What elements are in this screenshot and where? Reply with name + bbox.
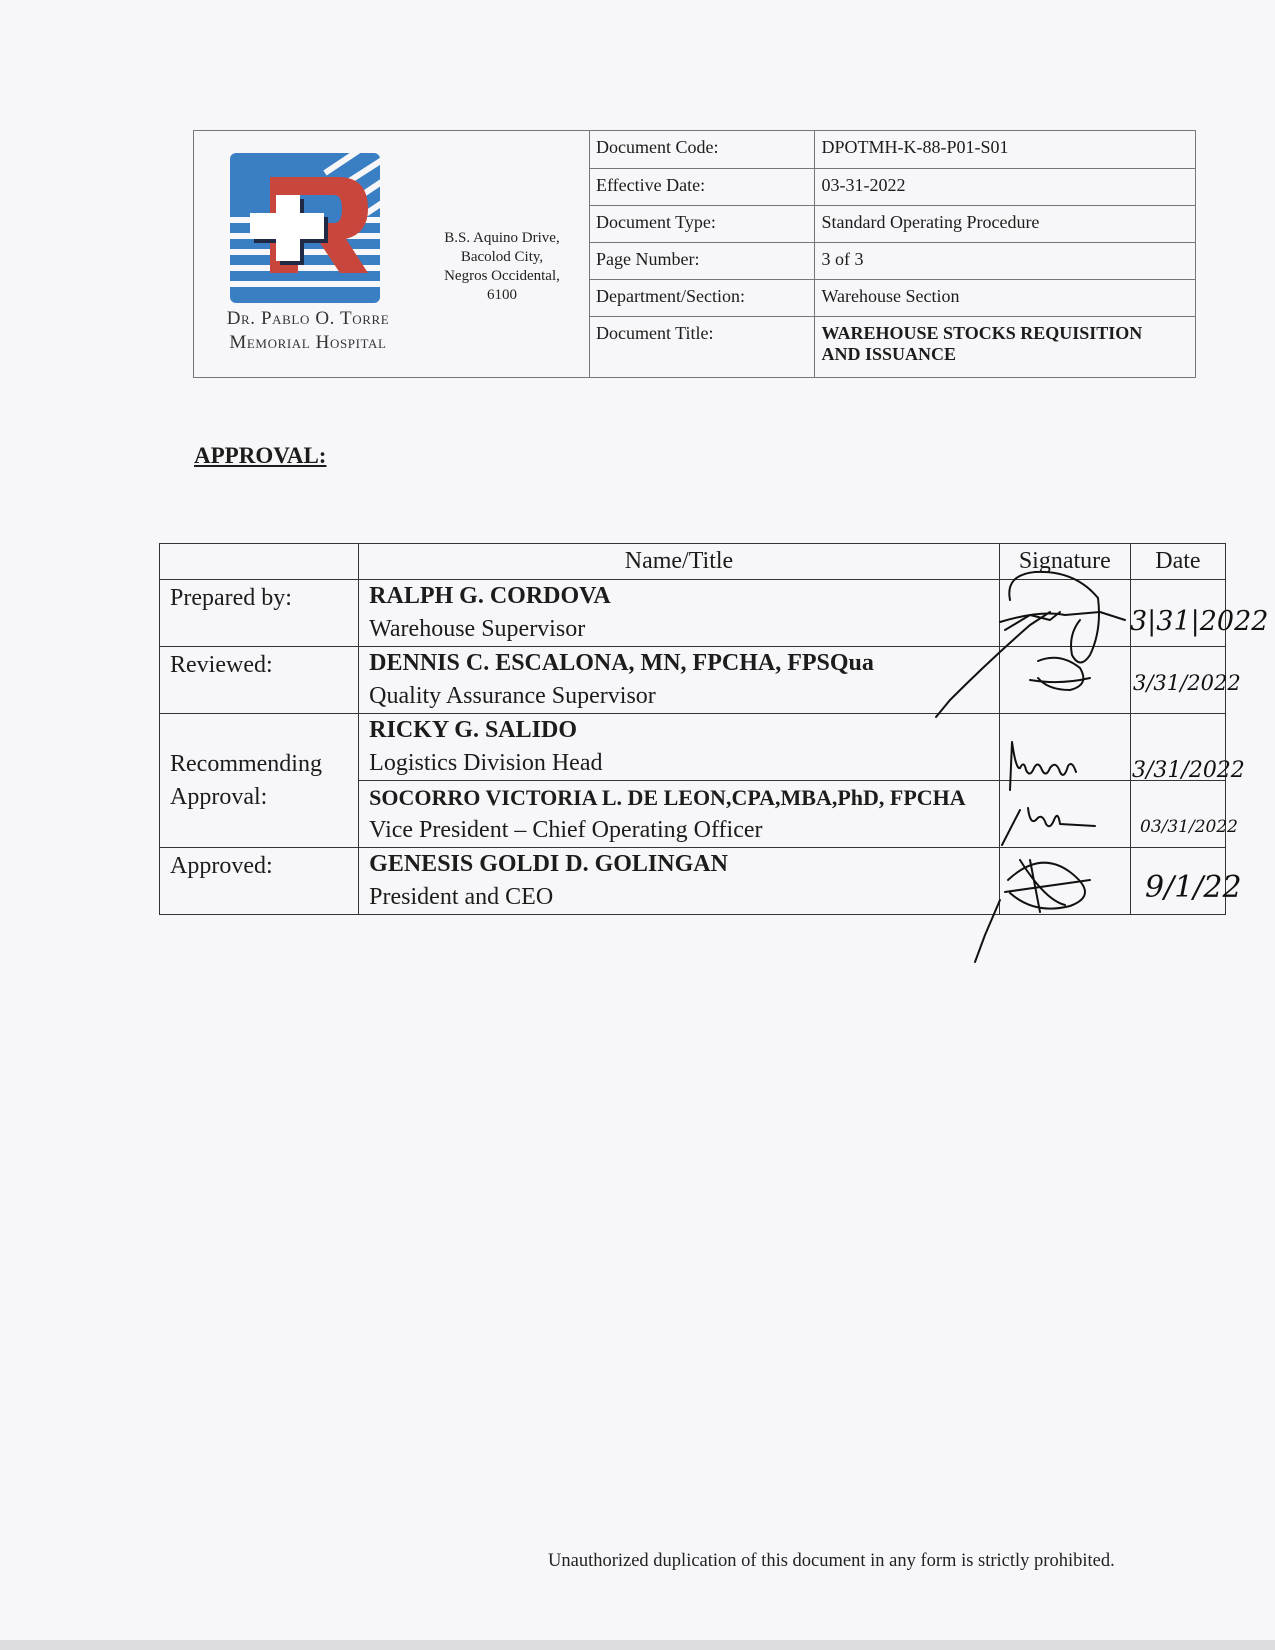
date-cell — [1130, 714, 1225, 781]
meta-value: 3 of 3 — [814, 242, 1195, 279]
person-title: Quality Assurance Supervisor — [369, 683, 656, 709]
approval-table — [159, 543, 1226, 915]
person-title: Warehouse Supervisor — [369, 616, 586, 642]
hospital-name — [194, 307, 422, 355]
approval-header-row — [160, 544, 1226, 580]
date-written-1: 3|31|2022 — [1130, 606, 1269, 637]
header-signature: Signature — [999, 544, 1130, 580]
name-title-cell — [359, 781, 1000, 848]
meta-row — [589, 168, 1195, 205]
logo-cell — [194, 131, 590, 377]
meta-label: Document Code: — [589, 131, 814, 168]
date-cell — [1130, 781, 1225, 848]
date-cell — [1130, 580, 1225, 647]
date-written-2: 3/31/2022 — [1133, 671, 1241, 695]
meta-row — [589, 242, 1195, 279]
person-name: SOCORRO VICTORIA L. DE LEON,CPA,MBA,PhD, FPCHA — [369, 785, 966, 810]
person-name: RICKY G. SALIDO — [369, 717, 577, 743]
hospital-name-line2: Memorial Hospital — [229, 332, 387, 353]
date-cell — [1130, 848, 1225, 915]
meta-value: 03-31-2022 — [814, 168, 1195, 205]
role-label: Reviewed: — [160, 647, 359, 714]
meta-label: Department/Section: — [589, 279, 814, 316]
document-title-line2: AND ISSUANCE — [821, 343, 957, 364]
document-title-line1: WAREHOUSE STOCKS REQUISITION — [821, 322, 1143, 343]
hospital-logo-icon — [230, 153, 390, 308]
header-blank — [160, 544, 359, 580]
approval-heading: APPROVAL: — [194, 443, 327, 468]
header-name-title: Name/Title — [359, 544, 1000, 580]
meta-label: Page Number: — [589, 242, 814, 279]
signature-cell — [999, 781, 1130, 848]
role-label: Prepared by: — [160, 580, 359, 647]
hospital-name-line1: Dr. Pablo O. Torre — [226, 308, 390, 329]
person-name: DENNIS C. ESCALONA, MN, FPCHA, FPSQua — [369, 650, 874, 676]
approval-row — [160, 580, 1226, 647]
date-cell — [1130, 647, 1225, 714]
signature-cell — [999, 580, 1130, 647]
name-title-cell — [359, 647, 1000, 714]
name-title-cell — [359, 848, 1000, 915]
signature-cell — [999, 647, 1130, 714]
date-written-5: 9/1/22 — [1145, 870, 1242, 905]
header-date: Date — [1130, 544, 1225, 580]
meta-label: Document Title: — [589, 316, 814, 378]
meta-value: DPOTMH-K-88-P01-S01 — [814, 131, 1195, 168]
footer-notice: Unauthorized duplication of this document in any form is strictly prohibited. — [548, 1551, 1115, 1571]
document-meta-table — [589, 131, 1195, 378]
person-title: President and CEO — [369, 884, 554, 910]
person-title: Vice President – Chief Operating Officer — [369, 817, 763, 843]
role-label: Approved: — [160, 848, 359, 915]
person-title: Logistics Division Head — [369, 750, 603, 776]
person-name: GENESIS GOLDI D. GOLINGAN — [369, 851, 728, 877]
address-line: 6100 — [487, 287, 517, 303]
meta-row — [589, 279, 1195, 316]
signature-cell — [999, 848, 1130, 915]
person-name: RALPH G. CORDOVA — [369, 583, 611, 609]
meta-value: Standard Operating Procedure — [814, 205, 1195, 242]
meta-value: Warehouse Section — [814, 279, 1195, 316]
meta-label: Effective Date: — [589, 168, 814, 205]
address-line: B.S. Aquino Drive, — [444, 230, 560, 246]
role-label-line1: Recommending — [170, 750, 322, 777]
date-written-3: 3/31/2022 — [1132, 758, 1245, 783]
page-edge — [0, 1640, 1275, 1650]
meta-label: Document Type: — [589, 205, 814, 242]
role-label — [160, 714, 359, 848]
meta-row — [589, 316, 1195, 378]
name-title-cell — [359, 714, 1000, 781]
meta-row — [589, 131, 1195, 168]
approval-row — [160, 647, 1226, 714]
signature-cell — [999, 714, 1130, 781]
hospital-address — [422, 229, 582, 305]
date-written-4: 03/31/2022 — [1140, 817, 1238, 837]
approval-row — [160, 714, 1226, 781]
role-label-line2: Approval: — [170, 783, 268, 810]
document-title — [814, 316, 1195, 378]
address-line: Bacolod City, — [460, 249, 544, 265]
meta-row — [589, 205, 1195, 242]
name-title-cell — [359, 580, 1000, 647]
document-header — [193, 130, 1196, 378]
approval-row — [160, 848, 1226, 915]
address-line: Negros Occidental, — [444, 268, 560, 284]
